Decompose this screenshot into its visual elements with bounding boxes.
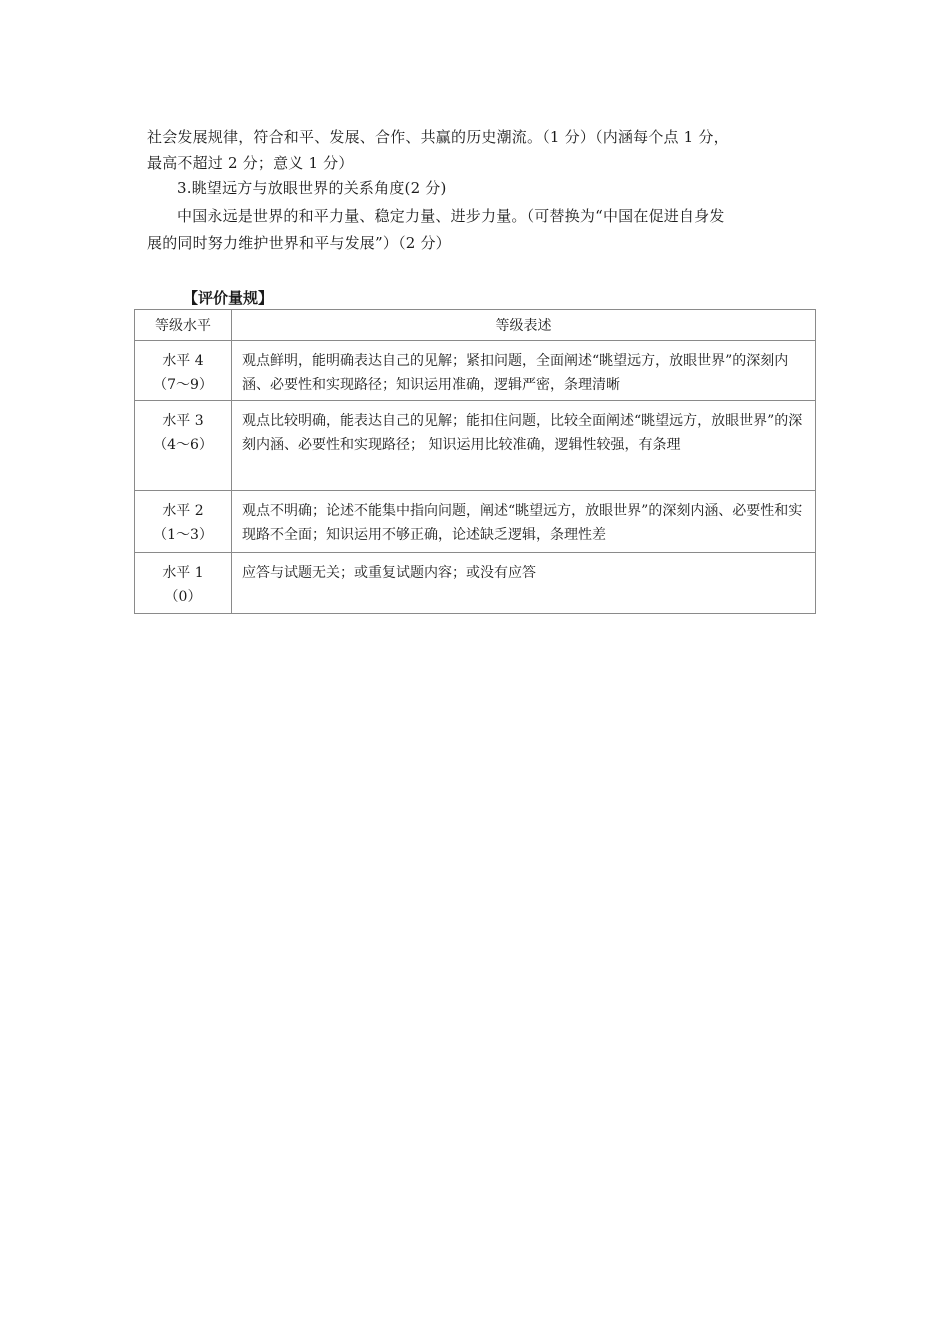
table-row [135, 491, 816, 553]
body-text-line: 社会发展规律，符合和平、发展、合作、共赢的历史潮流。（1 分）（内涵每个点 1 分， [147, 128, 729, 146]
level-range: （1～3） [153, 527, 213, 543]
description-cell [232, 341, 816, 401]
level-cell [135, 553, 232, 614]
table-row [135, 341, 816, 401]
level-range: （4～6） [153, 437, 213, 453]
level-description: 观点鲜明，能明确表达自己的见解；紧扣问题，全面阐述“眺望远方，放眼世界”的深刻内涵、必要性和实现路径；知识运用准确，逻辑严密，条理清晰 [242, 353, 789, 393]
rubric-header-row [135, 310, 816, 341]
level-description: 观点比较明确，能表达自己的见解；能扣住问题，比较全面阐述“眺望远方，放眼世界”的深刻内涵、必要性和实现路径； 知识运用比较准确，逻辑性较强，有条理 [242, 413, 803, 453]
rubric-table [134, 309, 816, 614]
level-cell [135, 341, 232, 401]
body-text-line: 最高不超过 2 分；意义 1 分） [147, 154, 354, 172]
body-text-line: 3.眺望远方与放眼世界的关系角度(2 分) [177, 179, 447, 197]
header-level: 等级水平 [135, 310, 232, 341]
description-cell [232, 553, 816, 614]
table-row [135, 401, 816, 491]
level-cell [135, 401, 232, 491]
description-cell [232, 491, 816, 553]
level-description: 应答与试题无关；或重复试题内容；或没有应答 [242, 565, 536, 581]
level-name: 水平 1 [162, 565, 204, 581]
table-row [135, 553, 816, 614]
level-range: （7～9） [153, 377, 213, 393]
body-text-line: 展的同时努力维护世界和平与发展”）（2 分） [147, 234, 451, 252]
body-text-line: 中国永远是世界的和平力量、稳定力量、进步力量。（可替换为“中国在促进自身发 [177, 207, 725, 225]
level-cell [135, 491, 232, 553]
rubric-title: 【评价量规】 [183, 289, 274, 307]
header-description: 等级表述 [232, 310, 816, 341]
level-name: 水平 3 [162, 413, 204, 429]
level-range: （0） [164, 589, 202, 605]
level-description: 观点不明确；论述不能集中指向问题，阐述“眺望远方，放眼世界”的深刻内涵、必要性和实现路不全面；知识运用不够正确，论述缺乏逻辑，条理性差 [242, 503, 803, 543]
level-name: 水平 4 [162, 353, 204, 369]
description-cell [232, 401, 816, 491]
level-name: 水平 2 [162, 503, 204, 519]
